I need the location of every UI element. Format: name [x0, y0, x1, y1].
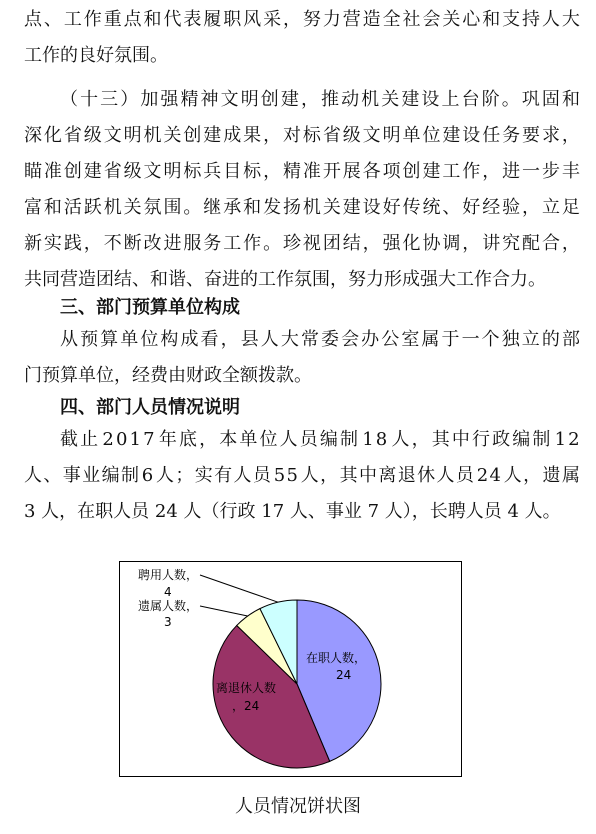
pie-chart-frame [119, 561, 462, 777]
budget-units-paragraph-line-1: 从 预 算 单 位 构 成 看 ， 县 人 大 常 委 会 办 公 室 属 于 一 个 独 立 的 部 [60, 329, 580, 350]
pie-label-name-1: 在职人数， [306, 651, 367, 665]
pie-label-name-4: 聘用人数， [138, 568, 199, 582]
budget-units-paragraph-line-2: 门预算单位，经费由财政全额拨款。 [24, 365, 312, 386]
pie-label-value-4: 4 [164, 585, 172, 599]
pie-chart [120, 562, 461, 776]
pie-label-name-2: 离退休人数 [216, 681, 277, 695]
section-13-paragraph-line-5: 新 实 践 ， 不 断 改 进 服 务 工 作 。 珍 视 团 结 ， 强 化 协 调 ， 讲 究 配 合 ， [24, 233, 580, 254]
chart-caption: 人员情况饼状图 [235, 796, 361, 817]
staff-paragraph-line-3: 3 人，在职人员 24 人（行政 17 人、事业 7 人），长聘人员 4 人。 [24, 501, 561, 522]
leader-line-4 [200, 575, 278, 602]
section-13-paragraph-line-4: 富 和 活 跃 机 关 氛 围 。 继 承 和 发 扬 机 关 建 设 好 传 统 、 好 经 验 ， 立 足 [24, 197, 580, 218]
intro-paragraph-line-1: 点 、 工 作 重 点 和 代 表 履 职 风 采 ， 努 力 营 造 全 社 会 关 心 和 支 持 人 大 [24, 9, 580, 30]
intro-paragraph-line-2: 工作的良好氛围。 [24, 45, 168, 66]
staff-paragraph-line-1: 截 止 2 0 1 7 年 底 ， 本 单 位 人 员 编 制 1 8 人 ， 其 中 行 政 编 制 1 2 [60, 429, 580, 450]
leader-line-3 [200, 606, 248, 616]
section-13-paragraph-line-3: 瞄 准 创 建 省 级 文 明 标 兵 目 标 ， 精 准 开 展 各 项 创 建 工 作 ， 进 一 步 丰 [24, 161, 580, 182]
pie-label-value-2: ，24 [232, 699, 260, 713]
section-13-paragraph-line-6: 共同营造团结、和谐、奋进的工作氛围，努力形成强大工作合力。 [24, 269, 546, 290]
pie-label-value-3: 3 [164, 615, 172, 629]
section-13-paragraph-line-2: 深 化 省 级 文 明 机 关 创 建 成 果 ， 对 标 省 级 文 明 单 位 建 设 任 务 要 求 ， [24, 125, 580, 146]
heading-section-4-line-1: 四、部门人员情况说明 [60, 397, 240, 418]
heading-section-3-line-1: 三、部门预算单位构成 [60, 297, 240, 318]
pie-label-value-1: 24 [336, 668, 352, 682]
section-13-paragraph-line-1: （ 十 三 ） 加 强 精 神 文 明 创 建 ， 推 动 机 关 建 设 上 台 阶 。 巩 固 和 [60, 89, 580, 110]
pie-label-name-3: 遗属人数， [138, 599, 199, 613]
staff-paragraph-line-2: 人 、 事 业 编 制 6 人 ； 实 有 人 员 5 5 人 ， 其 中 离 退 休 人 员 2 4 人 ， 遗 属 [24, 465, 580, 486]
